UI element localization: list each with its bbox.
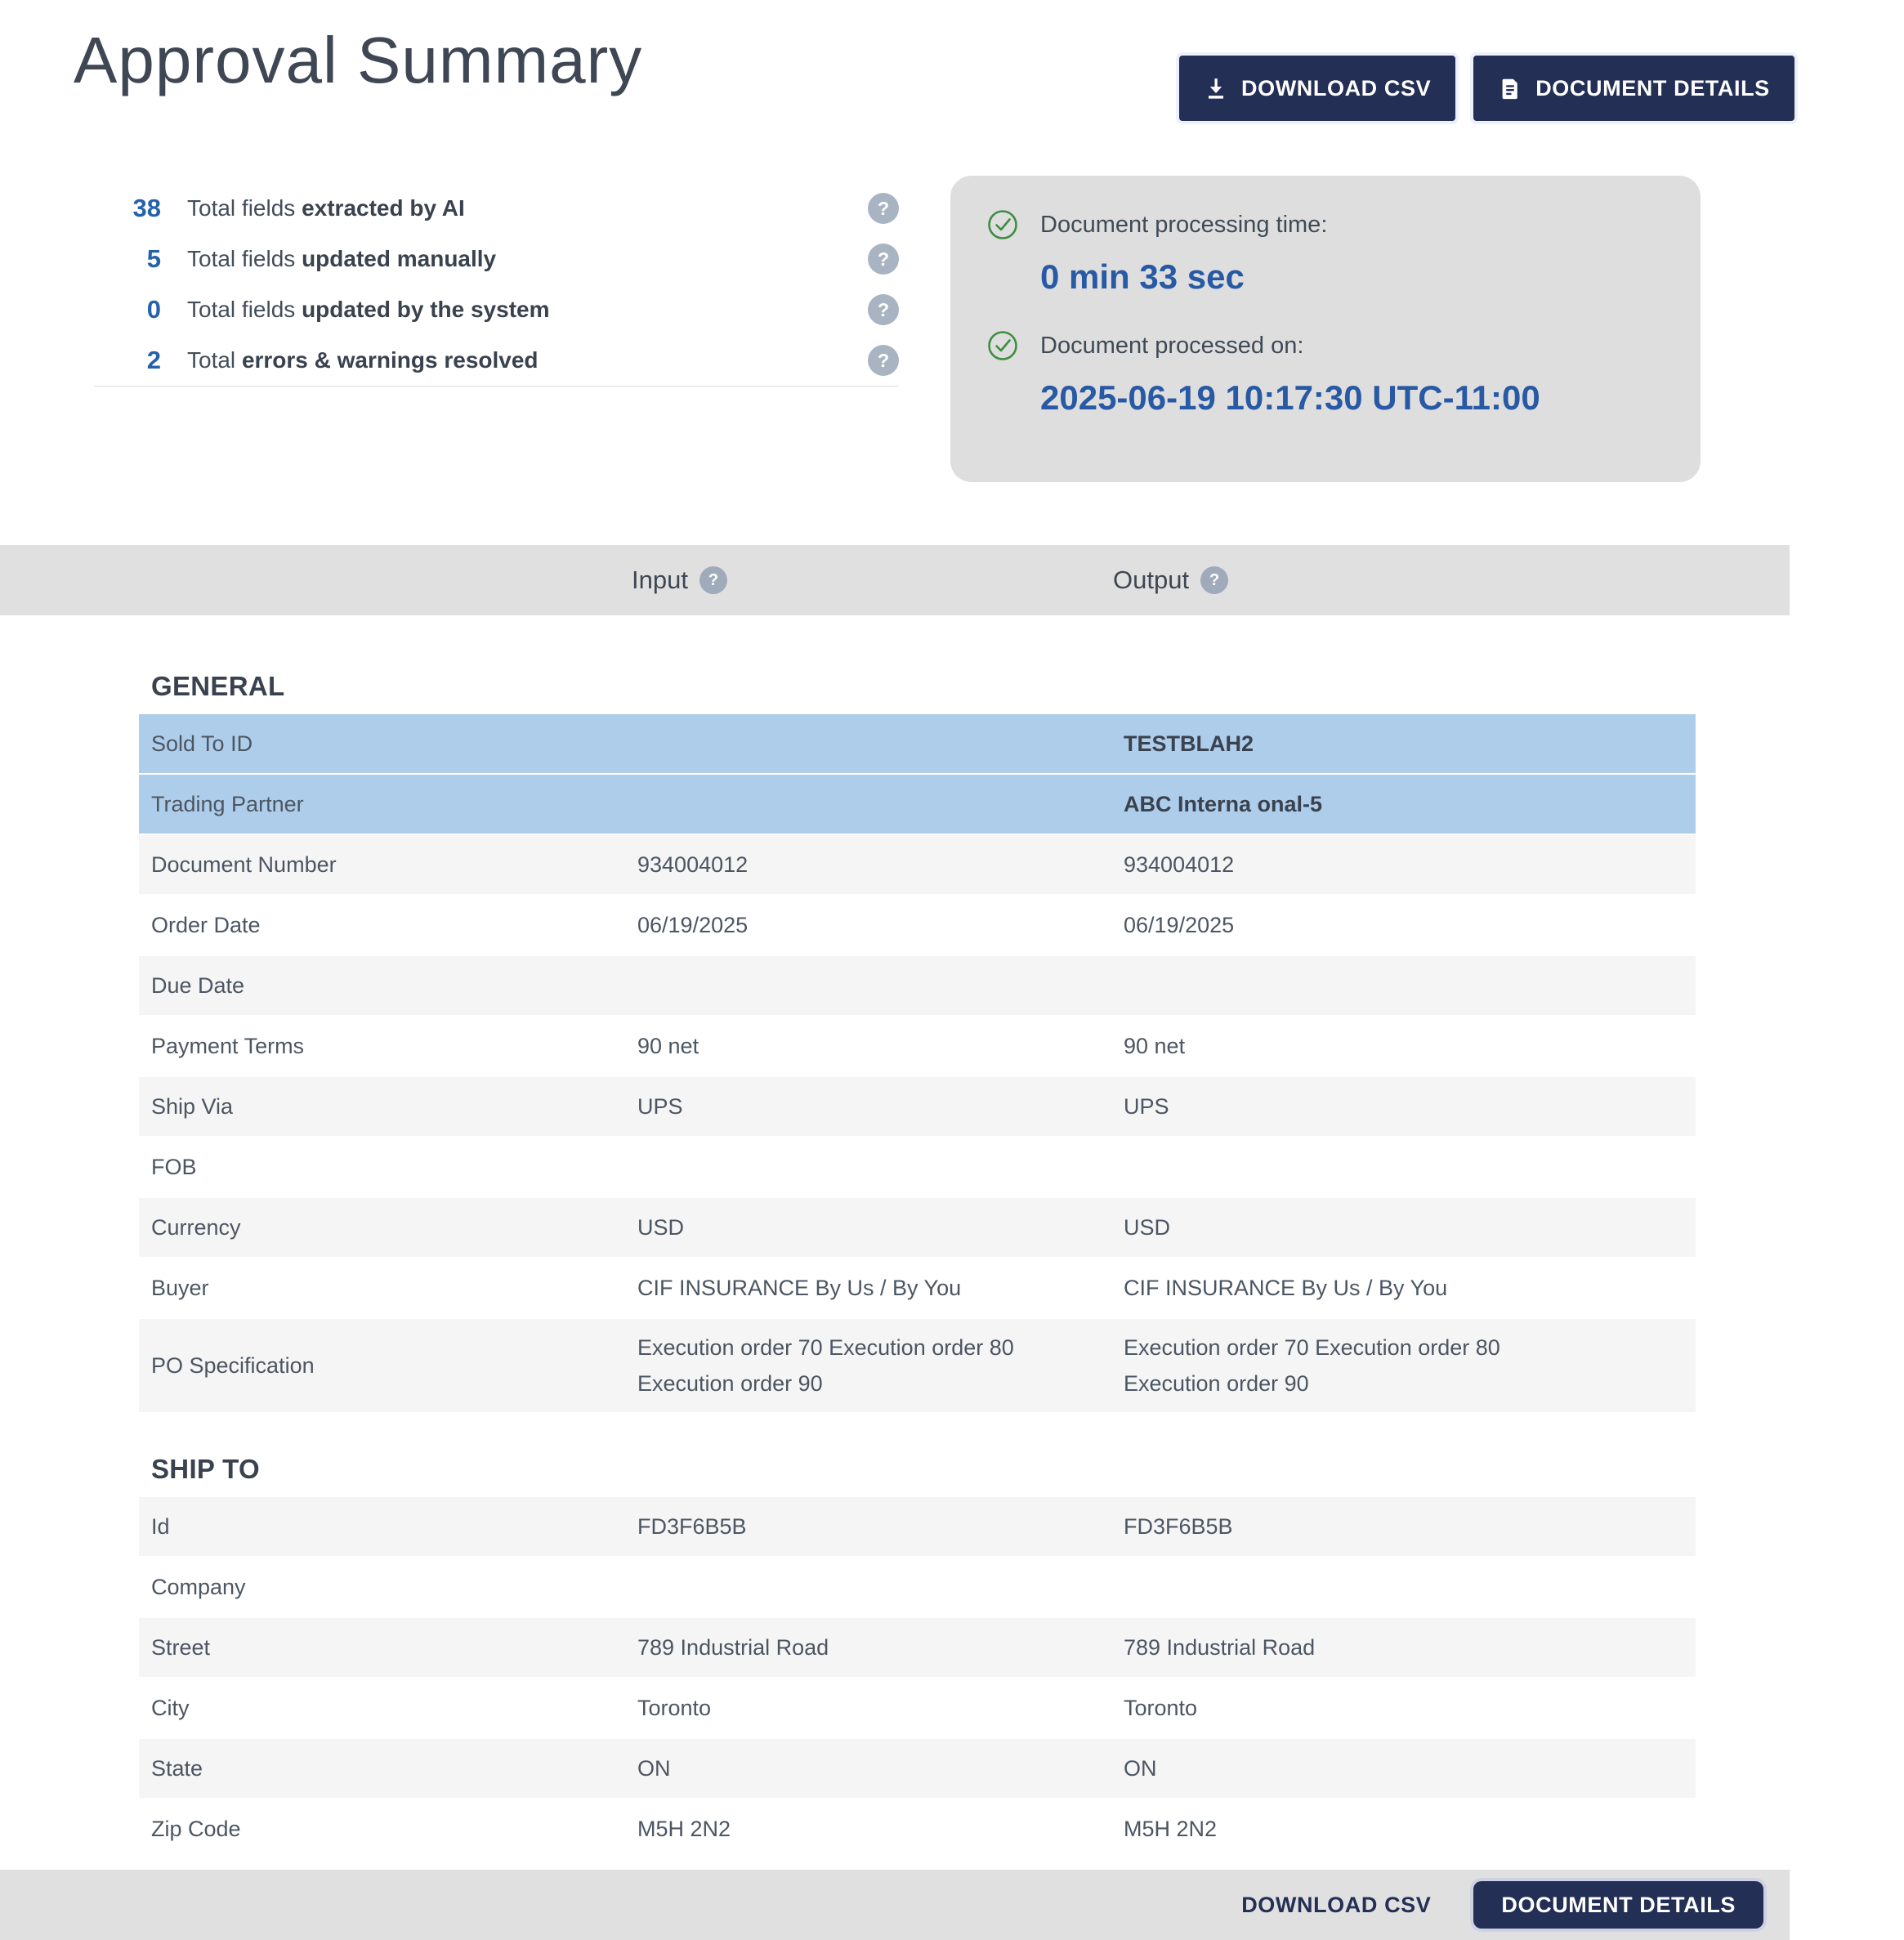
stat-value: 38 [132,194,161,222]
header-actions [1179,56,1794,121]
table-row [139,1679,1696,1737]
field-input: Toronto [637,1696,712,1720]
footer-document-details-button[interactable] [1473,1881,1763,1929]
field-output: 934004012 [1124,852,1235,877]
field-label: Id [151,1514,170,1539]
section-title: SHIP TO [151,1454,260,1484]
field-label: FOB [151,1155,197,1179]
field-output [1124,975,1696,996]
field-output: Execution order 70 Execution order 80 Execution order 90 [1124,1335,1500,1396]
stat-label-bold: extracted by AI [302,195,465,221]
field-input: ON [637,1756,671,1781]
table-row [139,1739,1696,1798]
help-icon[interactable]: ? [699,566,727,594]
stat-label-bold: updated manually [302,246,497,271]
field-output: 90 net [1124,1034,1186,1058]
field-output: TESTBLAH2 [1124,731,1254,756]
table-row [139,1258,1696,1317]
stat-updated-manually [94,234,899,284]
field-output: 06/19/2025 [1124,913,1235,937]
stat-label: Total fields [187,297,302,322]
field-input: 06/19/2025 [637,913,749,937]
table-row [139,714,1696,773]
document-details-button[interactable] [1473,56,1794,121]
table-row [139,1497,1696,1556]
table-row [139,1618,1696,1677]
table-row [139,1319,1696,1412]
field-label: Street [151,1635,211,1660]
field-output: CIF INSURANCE By Us / By You [1124,1276,1448,1300]
table-row [139,1017,1696,1075]
footer-action-bar [0,1870,1790,1940]
field-output: FD3F6B5B [1124,1514,1233,1539]
field-label: Order Date [151,913,261,937]
table-row [139,1138,1696,1196]
table-row [139,1558,1696,1616]
field-output: Toronto [1124,1696,1198,1720]
input-column-header [632,545,727,615]
field-input [637,733,1124,754]
field-output: M5H 2N2 [1124,1817,1218,1841]
document-icon [1498,76,1522,101]
stat-label: Total fields [187,195,302,221]
field-input: FD3F6B5B [637,1514,747,1539]
field-label: Company [151,1575,246,1599]
field-input: 934004012 [637,852,749,877]
processing-time-label: Document processing time: [1040,211,1328,238]
field-input [637,975,1124,996]
help-icon[interactable]: ? [868,294,899,325]
section-general [139,670,1696,1412]
stat-label-bold: updated by the system [302,297,550,322]
field-output [1124,1156,1696,1178]
field-output: USD [1124,1215,1171,1240]
field-output: 789 Industrial Road [1124,1635,1316,1660]
field-output: UPS [1124,1094,1169,1119]
processing-info-card [950,176,1701,482]
processing-time-value: 0 min 33 sec [1040,257,1245,296]
check-circle-icon [986,208,1019,241]
input-output-header-bar [0,545,1790,615]
field-label: Currency [151,1215,241,1240]
field-label: PO Specification [151,1353,315,1378]
field-output [1124,1576,1696,1598]
stat-value: 2 [146,346,161,374]
field-label: Due Date [151,973,245,998]
field-input: Execution order 70 Execution order 80 Execution order 90 [637,1335,1014,1396]
field-label: Document Number [151,852,337,877]
field-label: City [151,1696,190,1720]
help-icon[interactable]: ? [1200,566,1228,594]
summary-stats [94,183,899,387]
field-input: 90 net [637,1034,699,1058]
download-csv-label: DOWNLOAD CSV [1241,75,1432,101]
field-label: Sold To ID [151,731,253,756]
section-title: GENERAL [151,671,285,701]
processed-on-value: 2025-06-19 10:17:30 UTC-11:00 [1040,378,1540,417]
field-output: ON [1124,1756,1157,1781]
field-input [637,1156,1124,1178]
stat-extracted-by-ai [94,183,899,234]
help-icon[interactable]: ? [868,345,899,376]
section-ship-to [139,1453,1696,1858]
field-label: Zip Code [151,1817,241,1841]
field-label: Payment Terms [151,1034,305,1058]
table-row [139,1077,1696,1136]
stat-value: 0 [146,295,161,324]
download-csv-button[interactable] [1179,56,1455,121]
output-column-label: Output [1113,565,1190,594]
download-icon [1204,76,1228,101]
stat-label: Total fields [187,246,302,271]
field-label: Trading Partner [151,792,304,816]
document-details-label: DOCUMENT DETAILS [1535,75,1770,101]
field-output: ABC Interna onal-5 [1124,792,1323,816]
field-input: UPS [637,1094,683,1119]
help-icon[interactable]: ? [868,193,899,224]
field-label: Buyer [151,1276,209,1300]
table-row [139,835,1696,894]
field-input: USD [637,1215,685,1240]
table-row [139,1799,1696,1858]
processed-on-label: Document processed on: [1040,332,1304,359]
field-label: State [151,1756,203,1781]
field-input [637,1576,1124,1598]
field-label: Ship Via [151,1094,234,1119]
table-row [139,896,1696,954]
output-column-header [1113,545,1228,615]
table-row [139,1198,1696,1257]
footer-document-details-label: DOCUMENT DETAILS [1501,1892,1736,1917]
check-circle-icon [986,329,1019,362]
field-input: 789 Industrial Road [637,1635,829,1660]
table-row [139,775,1696,834]
field-input: CIF INSURANCE By Us / By You [637,1276,962,1300]
stat-updated-by-system [94,284,899,335]
stat-value: 5 [146,244,161,273]
stat-label: Total [187,347,242,373]
stat-errors-warnings-resolved [94,335,899,386]
field-comparison-area [139,670,1696,1860]
footer-download-csv-link[interactable]: DOWNLOAD CSV [1241,1892,1432,1917]
field-input [637,793,1124,815]
input-column-label: Input [632,565,688,594]
stat-label-bold: errors & warnings resolved [241,347,539,373]
page-title: Approval Summary [74,24,643,96]
table-row [139,956,1696,1015]
help-icon[interactable]: ? [868,244,899,275]
field-input: M5H 2N2 [637,1817,731,1841]
